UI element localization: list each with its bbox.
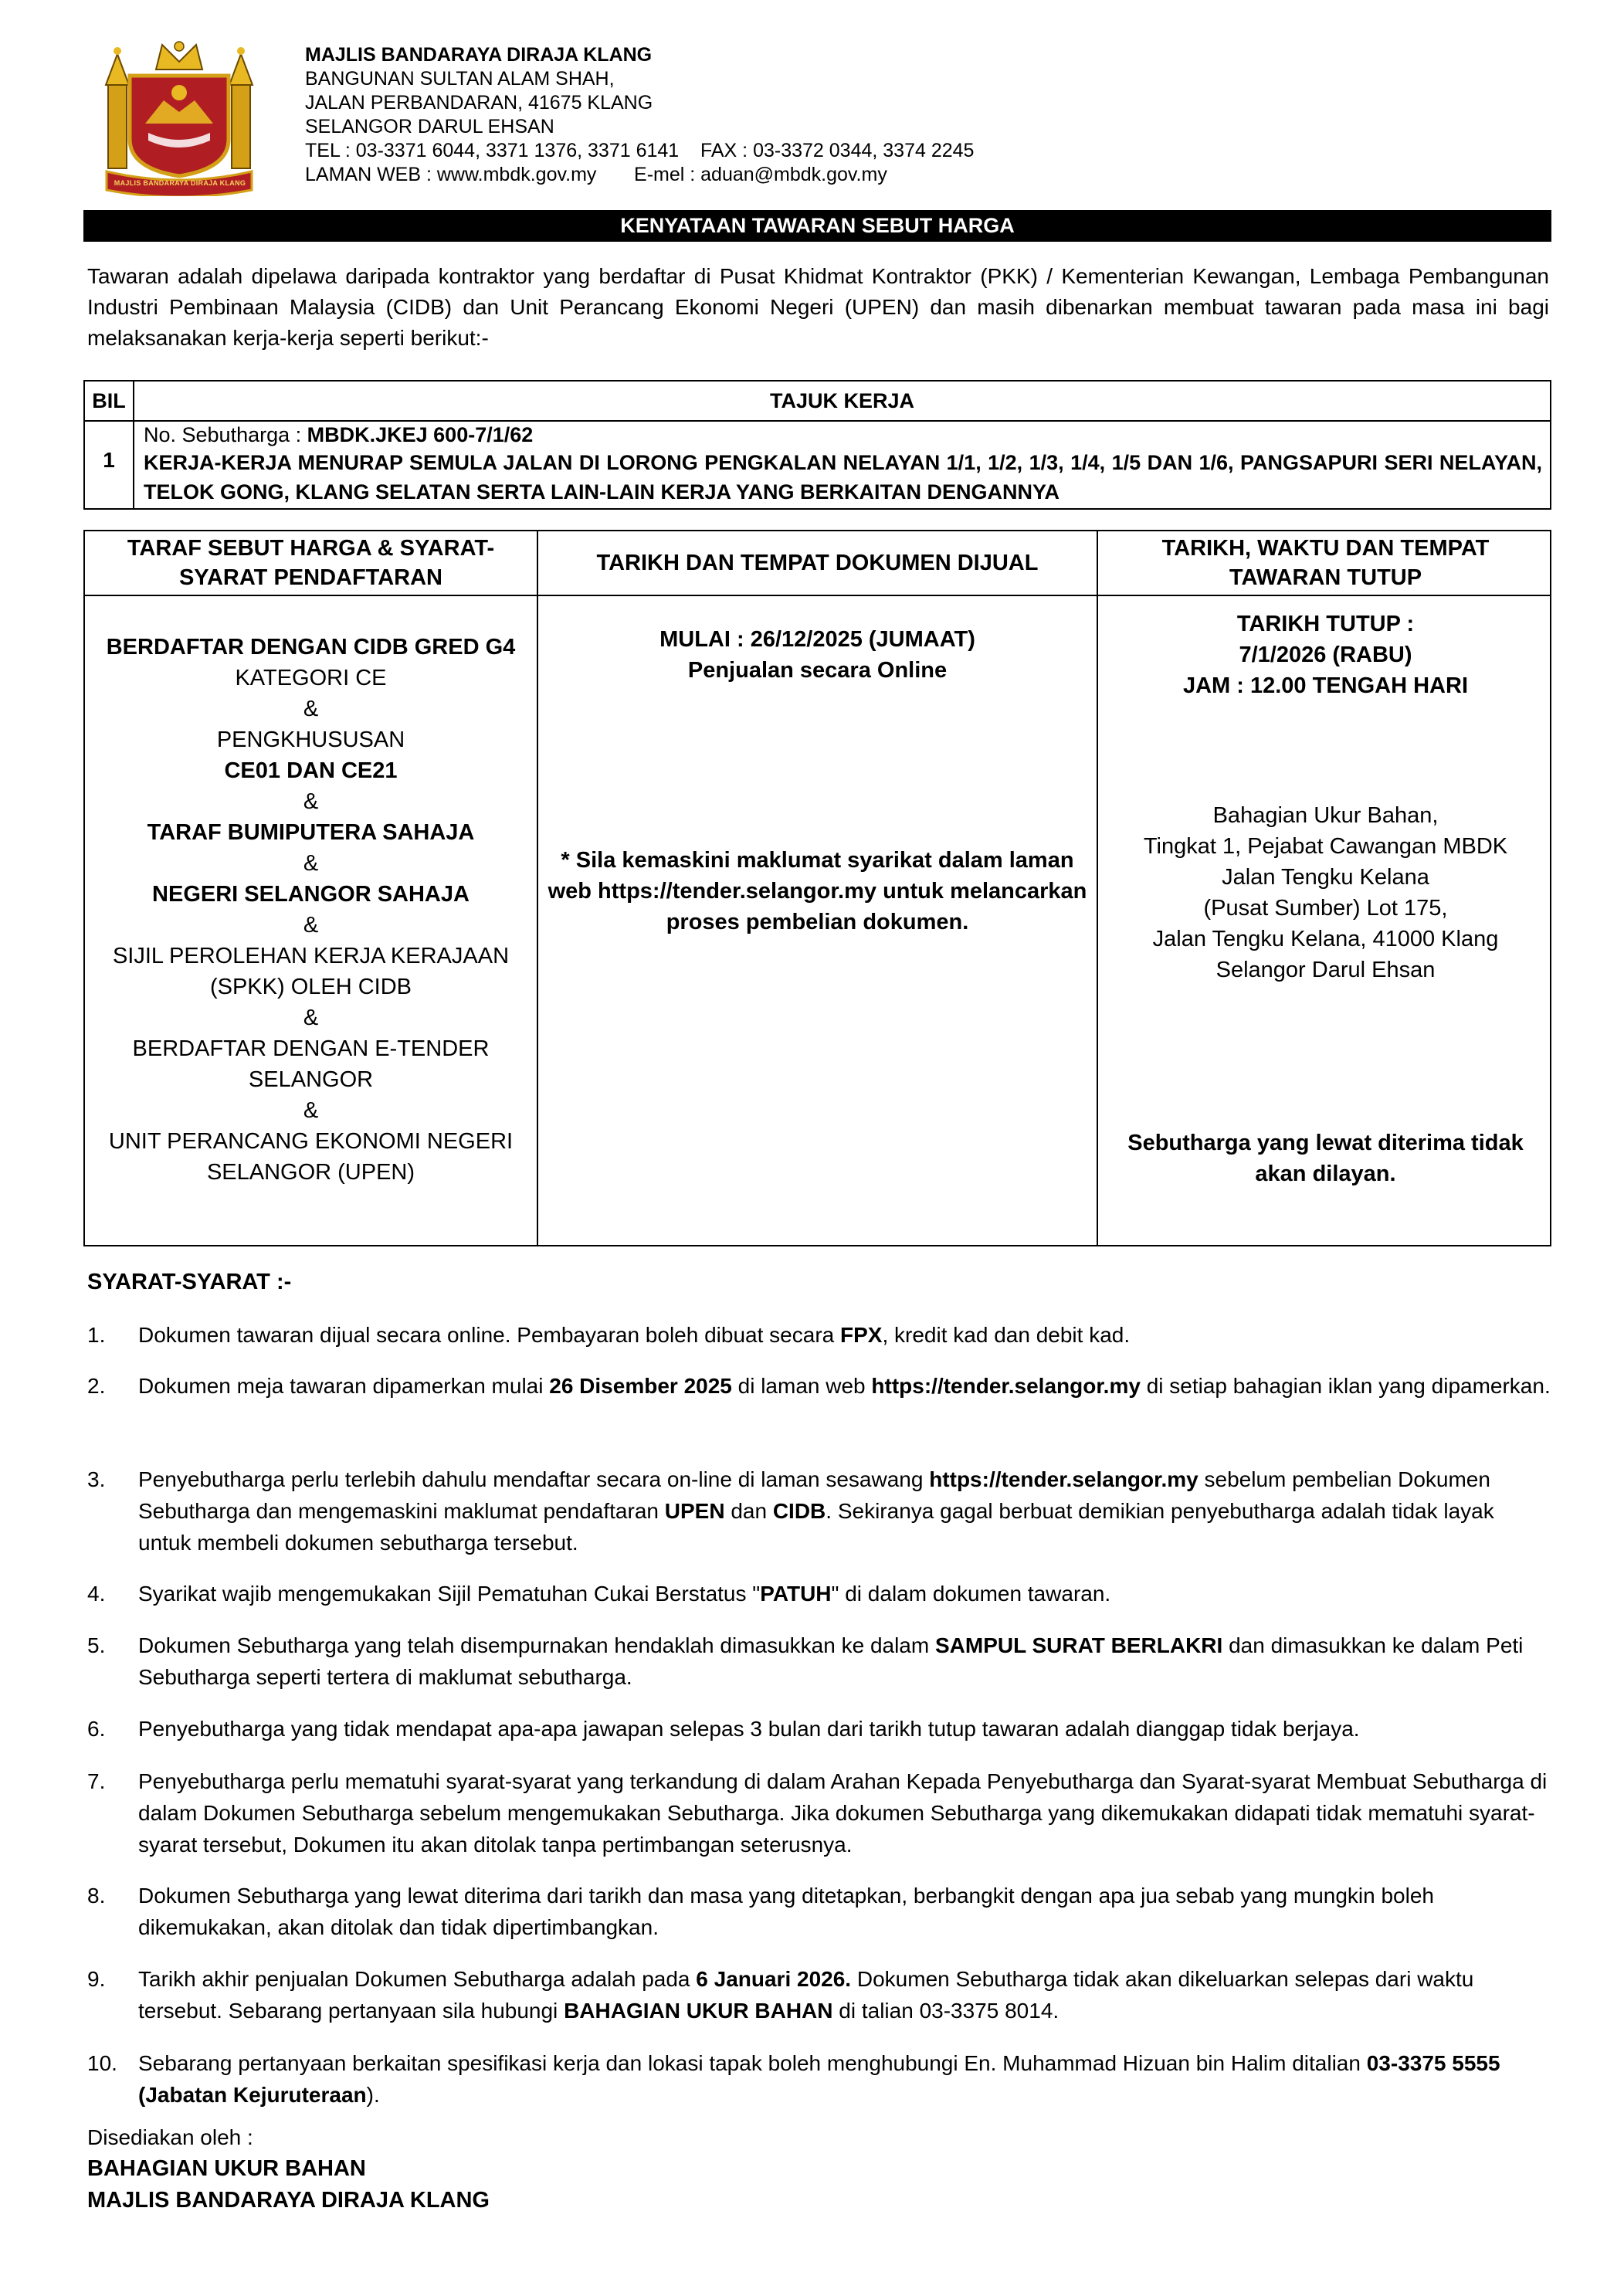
item-num: 8. [87, 1884, 106, 1908]
place-line-5: Jalan Tengku Kelana, 41000 Klang [1152, 927, 1499, 951]
req-codes: CE01 DAN CE21 [224, 758, 398, 783]
item-num: 7. [87, 1769, 106, 1793]
req-specialisation: PENGKHUSUSAN [216, 727, 405, 752]
item-num: 2. [87, 1374, 106, 1398]
document-sale-info [546, 624, 1089, 686]
amp-3: & [303, 851, 319, 876]
amp-5: & [303, 1006, 319, 1030]
item-num: 6. [87, 1717, 106, 1741]
item-num: 4. [87, 1582, 106, 1606]
place-line-1: Bahagian Ukur Bahan, [1212, 803, 1439, 828]
place-line-6: Selangor Darul Ehsan [1215, 958, 1436, 982]
late-notice: Sebutharga yang lewat diterima tidak akan dilayan. [1127, 1131, 1524, 1186]
amp-4: & [303, 913, 319, 938]
item-text: Tarikh akhir penjualan Dokumen Sebutharga adalah pada 6 Januari 2026. Dokumen Sebutharga tidak akan dikeluarkan selepas dari waktu tersebut. Sebarang pertanyaan sila hubungi BAHAGIAN UKUR BAHAN di talian 03-3375 8014. [138, 1967, 1474, 2023]
item-text: Dokumen tawaran dijual secara online. Pembayaran boleh dibuat secara FPX, kredit kad dan debit kad. [138, 1323, 1131, 1347]
quotation-number-label: No. Sebutharga : [144, 423, 307, 446]
req-upen-1: UNIT PERANCANG EKONOMI NEGERI [108, 1129, 514, 1154]
sale-online: Penjualan secara Online [687, 658, 948, 683]
req-etender-1: BERDAFTAR DENGAN E-TENDER [132, 1036, 490, 1061]
place-line-2: Tingkat 1, Pejabat Cawangan MBDK [1143, 834, 1508, 859]
letterhead [305, 43, 974, 187]
org-name: MAJLIS BANDARAYA DIRAJA KLANG [305, 44, 653, 66]
req-cidb-grade: BERDAFTAR DENGAN CIDB GRED G4 [106, 635, 516, 660]
intro-paragraph: Tawaran adalah dipelawa daripada kontraktor yang berdaftar di Pusat Khidmat Kontraktor (PKK) / Kementerian Kewangan, Lembaga Pembangunan Industri Pembinaan Malaysia (CIDB) dan Unit Perancang Ekonomi Negeri (UPEN) dan masih dibenarkan membuat tawaran pada masa ini bagi melaksanakan kerja-kerja seperti berikut:- [87, 264, 1549, 350]
prepared-by-dept: BAHAGIAN UKUR BAHAN [87, 2156, 366, 2181]
col-header-tajuk: TAJUK KERJA [769, 389, 915, 412]
closing-place [1098, 800, 1553, 985]
item-num: 3. [87, 1467, 106, 1491]
quotation-number [144, 422, 1542, 448]
quotation-number-value: MBDK.JKEJ 600-7/1/62 [307, 423, 534, 446]
crest-banner-text: MAJLIS BANDARAYA DIRAJA KLANG [114, 179, 246, 187]
sale-start-date: MULAI : 26/12/2025 (JUMAAT) [659, 627, 975, 652]
req-etender-2: SELANGOR [248, 1067, 374, 1092]
registration-requirements [85, 632, 537, 1188]
amp-6: & [303, 1098, 319, 1123]
prepared-by-label: Disediakan oleh : [87, 2125, 253, 2149]
req-upen-2: SELANGOR (UPEN) [206, 1160, 415, 1185]
item-num: 9. [87, 1967, 106, 1991]
req-selangor: NEGERI SELANGOR SAHAJA [152, 882, 470, 907]
item-text: Penyebutharga yang tidak mendapat apa-apa jawapan selepas 3 bulan dari tarikh tutup tawaran adalah dianggap tidak berjaya. [138, 1717, 1360, 1741]
place-line-3: Jalan Tengku Kelana [1222, 865, 1429, 890]
web-email: LAMAN WEB : www.mbdk.gov.my E-mel : aduan@mbdk.gov.my [305, 164, 887, 185]
item-text: Dokumen Sebutharga yang telah disempurnakan hendaklah dimasukkan ke dalam SAMPUL SURAT BERLAKRI dan dimasukkan ke dalam Peti Sebutharga seperti tertera di maklumat sebutharga. [138, 1633, 1524, 1689]
work-title-table [83, 380, 1551, 510]
item-num: 10. [87, 2051, 117, 2075]
conditions-heading: SYARAT-SYARAT :- [87, 1270, 292, 1294]
item-text: Dokumen Sebutharga yang lewat diterima dari tarikh dan masa yang ditetapkan, berbangkit dengan apa jua sebab yang mungkin boleh dikemukakan, akan ditolak dan tidak dipertimbangkan. [138, 1884, 1434, 1939]
item-text: Dokumen meja tawaran dipamerkan mulai 26 Disember 2025 di laman web https://tender.selangor.my di setiap bahagian iklan yang dipamerkan. [138, 1374, 1551, 1398]
document-title: KENYATAAN TAWARAN SEBUT HARGA [83, 210, 1551, 242]
prepared-by-org: MAJLIS BANDARAYA DIRAJA KLANG [87, 2188, 490, 2213]
address-line-1: BANGUNAN SULTAN ALAM SHAH, [305, 68, 615, 90]
req-spkk-2: (SPKK) OLEH CIDB [209, 975, 412, 999]
closing-info [1098, 609, 1553, 701]
update-note: * Sila kemaskini maklumat syarikat dalam laman web https://tender.selangor.my untuk melancarkan proses pembelian dokumen. [548, 848, 1087, 934]
address-line-3: SELANGOR DARUL EHSAN [305, 116, 554, 137]
quotation-details-table [83, 530, 1551, 1246]
col-header-taraf: TARAF SEBUT HARGA & SYARAT-SYARAT PENDAFTARAN [127, 536, 495, 590]
item-text: Sebarang pertanyaan berkaitan spesifikasi kerja dan lokasi tapak boleh menghubungi En. Muhammad Hizuan bin Halim ditalian 03-3375 5555 (Jabatan Kejuruteraan). [138, 2051, 1500, 2107]
amp-1: & [303, 697, 319, 721]
item-text: Syarikat wajib mengemukakan Sijil Pematuhan Cukai Berstatus "PATUH" di dalam dokumen tawaran. [138, 1582, 1111, 1606]
col-header-bil: BIL [92, 389, 126, 412]
mbdk-crest-logo [102, 39, 256, 196]
work-title-cell [144, 422, 1542, 507]
item-num: 5. [87, 1633, 106, 1657]
row-bil: 1 [103, 448, 115, 472]
work-description: KERJA-KERJA MENURAP SEMULA JALAN DI LORONG PENGKALAN NELAYAN 1/1, 1/2, 1/3, 1/4, 1/5 DAN 1/6, PANGSAPURI SERI NELAYAN, TELOK GONG, KLANG SELATAN SERTA LAIN-LAIN KERJA YANG BERKAITAN DENGANNYA [144, 451, 1542, 504]
closing-label: TARIKH TUTUP : [1236, 612, 1415, 636]
address-line-2: JALAN PERBANDARAN, 41675 KLANG [305, 92, 653, 114]
tel-fax: TEL : 03-3371 6044, 3371 1376, 3371 6141 FAX : 03-3372 0344, 3374 2245 [305, 140, 975, 161]
item-num: 1. [87, 1323, 106, 1347]
item-text: Penyebutharga perlu mematuhi syarat-syarat yang terkandung di dalam Arahan Kepada Penyebutharga dan Syarat-syarat Membuat Sebutharga di dalam Dokumen Sebutharga sebelum mengemukakan Sebutharga. Jika dokumen Sebutharga yang dikemukakan didapati tidak mematuhi syarat-syarat tersebut, Dokumen itu akan ditolak tanpa pertimbangan seterusnya. [138, 1769, 1548, 1857]
col-header-dokumen: TARIKH DAN TEMPAT DOKUMEN DIJUAL [596, 551, 1039, 575]
item-text: Penyebutharga perlu terlebih dahulu mendaftar secara on-line di laman sesawang https://tender.selangor.my sebelum pembelian Dokumen Sebutharga dan mengemaskini maklumat pendaftaran UPEN dan CIDB. Sekiranya gagal berbuat demikian penyebutharga adalah tidak layak untuk membeli dokumen sebutharga tersebut. [138, 1467, 1494, 1555]
place-line-4: (Pusat Sumber) Lot 175, [1203, 896, 1448, 921]
req-category: KATEGORI CE [235, 666, 387, 690]
closing-time: JAM : 12.00 TENGAH HARI [1182, 673, 1468, 698]
amp-2: & [303, 789, 319, 814]
col-header-tutup: TARIKH, WAKTU DAN TEMPAT TAWARAN TUTUP [1161, 536, 1490, 590]
req-spkk-1: SIJIL PEROLEHAN KERJA KERAJAAN [112, 944, 510, 968]
req-bumiputera: TARAF BUMIPUTERA SAHAJA [147, 820, 475, 845]
prepared-by [87, 2121, 490, 2216]
closing-date: 7/1/2026 (RABU) [1239, 643, 1412, 667]
